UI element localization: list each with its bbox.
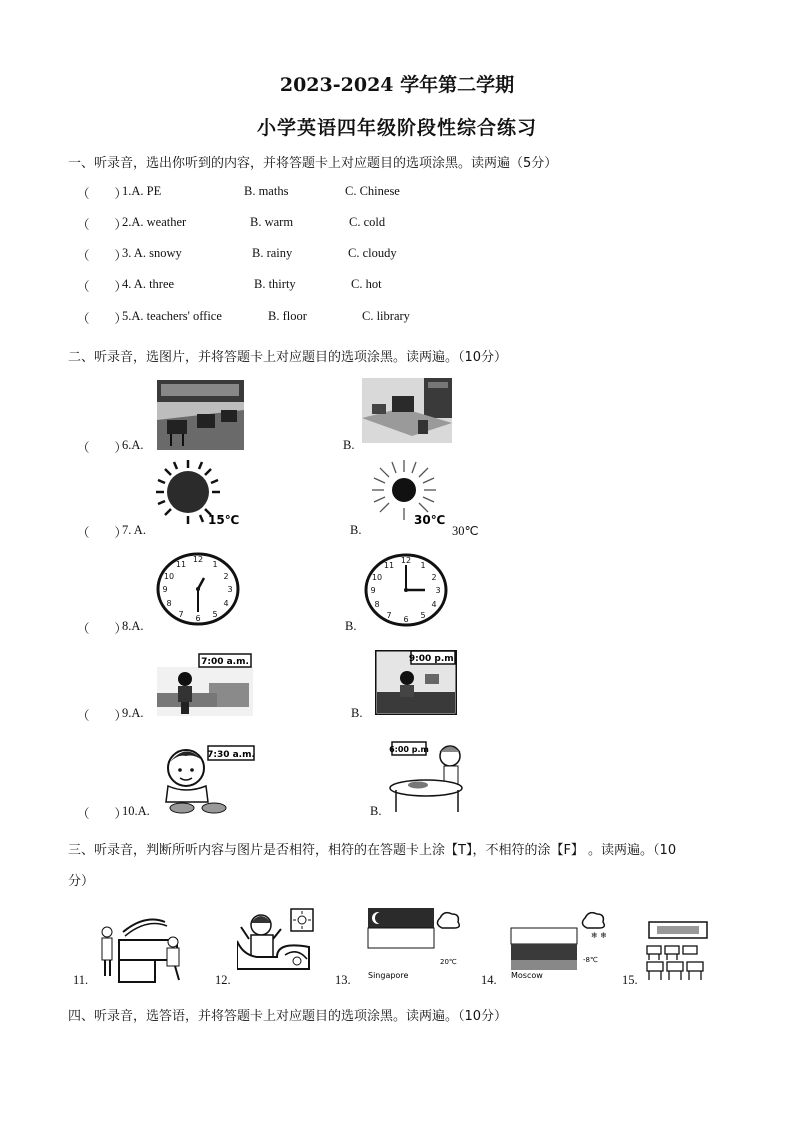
q6-label-b: B. xyxy=(343,438,355,452)
time-label-b: 9:00 p.m. xyxy=(408,654,457,664)
svg-text:10: 10 xyxy=(163,572,175,581)
q7-label-b: B. xyxy=(350,523,362,537)
answer-paren: （ ） xyxy=(77,622,128,636)
music-room-picture xyxy=(95,912,193,984)
section3-heading: 三、听录音，判断所听内容与图片是否相符，相符的在答题卡上涂【T】，不相符的涂【F】 。读两遍。（10 xyxy=(68,843,677,858)
svg-text:1: 1 xyxy=(212,560,218,569)
svg-text:7: 7 xyxy=(178,610,184,619)
girl-waking-picture xyxy=(237,907,319,979)
q7-label-a: 7. A. xyxy=(122,523,146,537)
sun-temp-a: 15℃ xyxy=(208,513,240,527)
q8-label-b: B. xyxy=(345,619,357,633)
singapore-weather-picture xyxy=(364,906,464,984)
svg-text:5: 5 xyxy=(212,610,218,619)
svg-text:8: 8 xyxy=(374,600,380,609)
moscow-weather-picture xyxy=(507,906,609,984)
q3-option-b: B. rainy xyxy=(252,246,293,260)
q15-number: 15. xyxy=(622,973,638,987)
time-label-a: 7:00 a.m. xyxy=(201,657,249,667)
svg-text:5: 5 xyxy=(420,611,426,620)
boy-at-night-picture xyxy=(375,650,457,715)
q4-option-c: C. hot xyxy=(351,277,382,291)
svg-text:11: 11 xyxy=(383,561,395,570)
answer-paren: （ ） xyxy=(77,312,128,326)
svg-text:11: 11 xyxy=(175,560,187,569)
q4-option-a: 4. A. three xyxy=(122,277,175,291)
q1-option-b: B. maths xyxy=(244,184,289,198)
svg-text:12: 12 xyxy=(400,556,412,565)
svg-text:2: 2 xyxy=(223,572,229,581)
page-subtitle: 小学英语四年级阶段性综合练习 xyxy=(256,117,537,139)
svg-text:6: 6 xyxy=(195,614,201,623)
q11-number: 11. xyxy=(73,973,89,987)
q9-label-a: 9.A. xyxy=(122,706,144,720)
answer-paren: （ ） xyxy=(77,218,128,232)
city-temp: 20℃ xyxy=(440,958,457,966)
svg-text:❄ ❄: ❄ ❄ xyxy=(591,931,607,940)
svg-text:4: 4 xyxy=(431,600,437,609)
classroom-photo xyxy=(157,380,244,450)
svg-text:3: 3 xyxy=(227,585,233,594)
svg-text:9: 9 xyxy=(162,585,168,594)
city-caption: Moscow xyxy=(511,971,543,980)
city-temp: -8℃ xyxy=(583,956,598,964)
answer-paren: （ ） xyxy=(77,187,128,201)
q4-option-b: B. thirty xyxy=(254,277,296,291)
q5-option-a: 5.A. teachers' office xyxy=(122,309,222,323)
answer-paren: （ ） xyxy=(77,249,128,263)
sun-30-degrees xyxy=(364,458,454,528)
q8-label-a: 8.A. xyxy=(122,619,144,633)
answer-paren: （ ） xyxy=(77,441,128,455)
office-photo xyxy=(362,378,452,443)
time-label-a: 7:30 a.m. xyxy=(207,750,255,760)
time-label-b: 6:00 p.m xyxy=(389,745,429,754)
answer-paren: （ ） xyxy=(77,709,128,723)
q3-option-c: C. cloudy xyxy=(348,246,397,260)
clock-6-30-icon xyxy=(155,552,241,626)
q6-label-a: 6.A. xyxy=(122,438,144,452)
svg-text:12: 12 xyxy=(192,555,204,564)
sun-temp-b: 30℃ xyxy=(414,513,446,527)
q5-option-c: C. library xyxy=(362,309,410,323)
clock-12-icon xyxy=(363,553,449,627)
svg-text:4: 4 xyxy=(223,599,229,608)
svg-text:9: 9 xyxy=(370,586,376,595)
q2-option-c: C. cold xyxy=(349,215,386,229)
section4-heading: 四、听录音，选答语，并将答题卡上对应题目的选项涂黑。读两遍。（10分） xyxy=(68,1009,508,1024)
q1-option-c: C. Chinese xyxy=(345,184,400,198)
q10-label-b: B. xyxy=(370,804,382,818)
svg-text:2: 2 xyxy=(431,573,437,582)
svg-text:8: 8 xyxy=(166,599,172,608)
section3-heading-cont: 分） xyxy=(68,874,95,889)
svg-text:7: 7 xyxy=(386,611,392,620)
section2-heading: 二、听录音，选图片，并将答题卡上对应题目的选项涂黑。读两遍。（10分） xyxy=(68,350,508,365)
svg-text:3: 3 xyxy=(435,586,441,595)
q13-number: 13. xyxy=(335,973,351,987)
q7-extra-temp: 30℃ xyxy=(452,524,479,538)
svg-text:6: 6 xyxy=(403,615,409,624)
q2-option-b: B. warm xyxy=(250,215,294,229)
boy-wakes-up-picture xyxy=(157,653,253,716)
city-caption: Singapore xyxy=(368,971,409,980)
q1-option-a: 1.A. PE xyxy=(122,184,162,198)
section1-heading: 一、听录音，选出你听到的内容，并将答题卡上对应题目的选项涂黑。读两遍（5分） xyxy=(68,156,558,171)
q3-option-a: 3. A. snowy xyxy=(122,246,182,260)
q10-label-a: 10.A. xyxy=(122,804,150,818)
boy-eating-breakfast-picture xyxy=(160,742,256,818)
q5-option-b: B. floor xyxy=(268,309,307,323)
answer-paren: （ ） xyxy=(77,807,128,821)
classroom-desks-picture xyxy=(645,918,711,982)
svg-text:10: 10 xyxy=(371,573,383,582)
q14-number: 14. xyxy=(481,973,497,987)
answer-paren: （ ） xyxy=(77,526,128,540)
svg-text:1: 1 xyxy=(420,561,426,570)
girl-eating-dinner-picture xyxy=(388,738,468,814)
q9-label-b: B. xyxy=(351,706,363,720)
q2-option-a: 2.A. weather xyxy=(122,215,187,229)
sun-15-degrees xyxy=(152,458,242,528)
page-title: 2023-2024 学年第二学期 xyxy=(279,74,515,96)
answer-paren: （ ） xyxy=(77,280,128,294)
q12-number: 12. xyxy=(215,973,231,987)
